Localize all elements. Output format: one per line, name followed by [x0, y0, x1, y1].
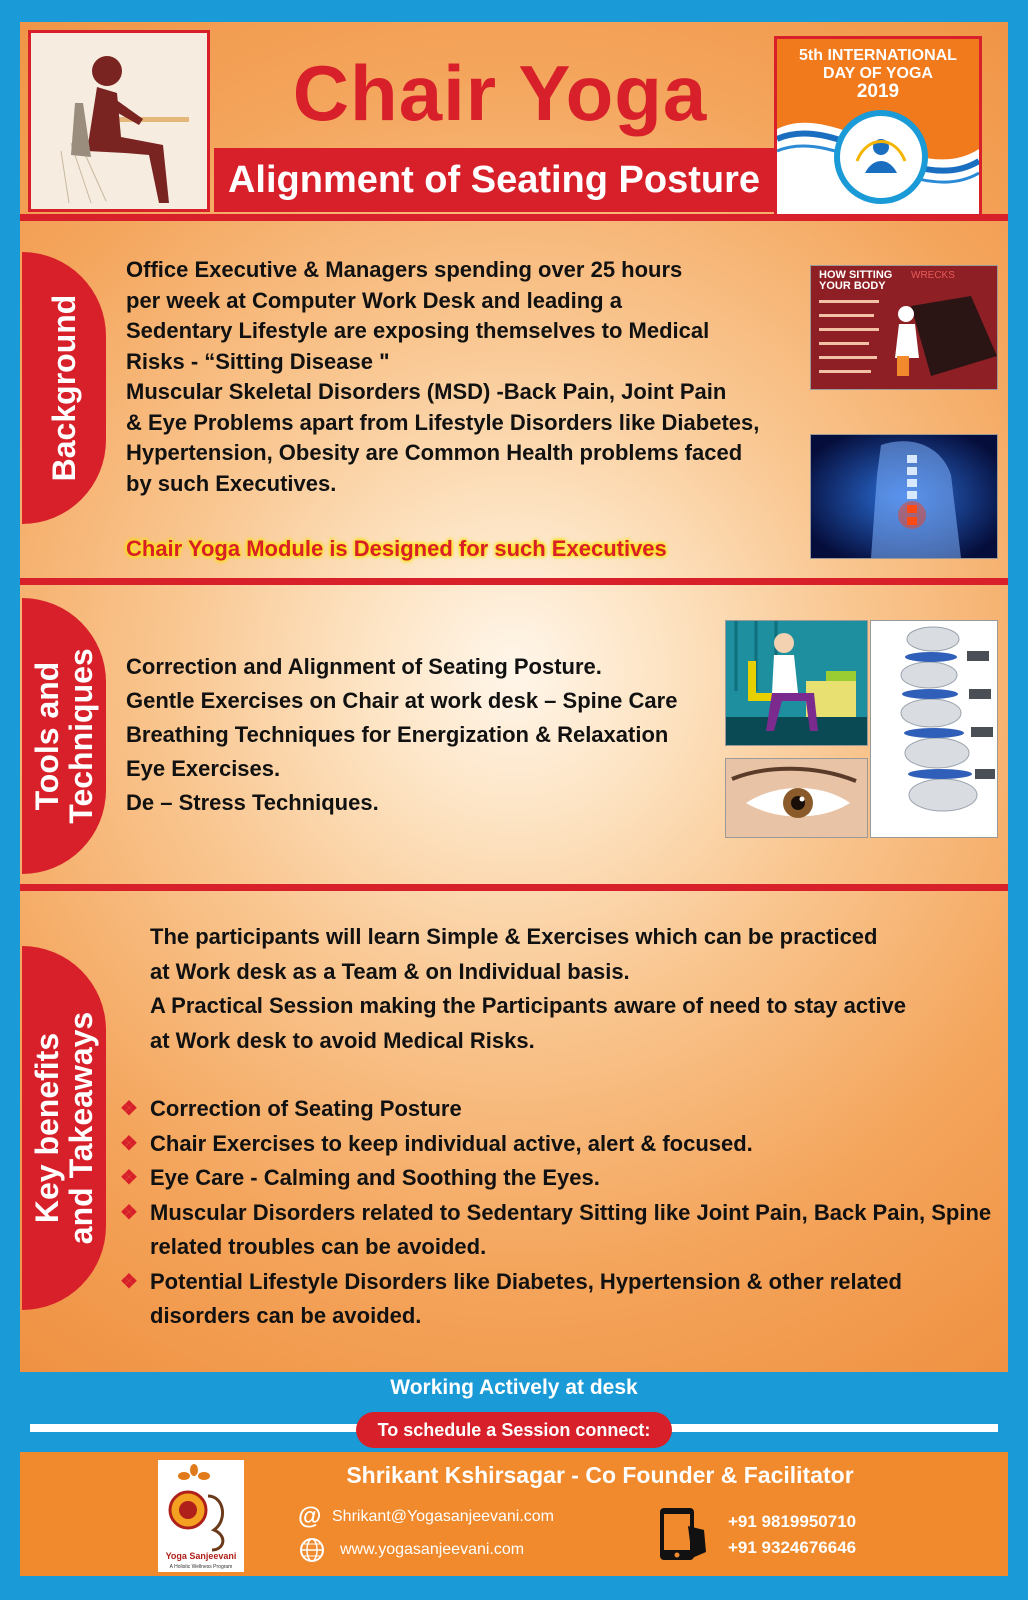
facilitator-name: Shrikant Kshirsagar - Co Founder & Facilitator — [346, 1462, 854, 1488]
benefits-tab-label-line-2: and Takeaways — [63, 1011, 99, 1245]
list-item — [122, 1161, 992, 1196]
subtitle-banner: Alignment of Seating Posture — [214, 148, 774, 212]
email-link[interactable]: Shrikant@Yogasanjeevani.com — [332, 1508, 555, 1525]
schedule-session-pill: To schedule a Session connect: — [356, 1412, 672, 1448]
tools-tab — [22, 598, 106, 874]
yoga-sanjeevani-logo — [158, 1460, 244, 1572]
tools-list — [126, 650, 726, 820]
benefits-intro-line: A Practical Session making the Participants aware of need to stay active — [150, 993, 907, 1018]
bullet-text: Potential Lifestyle Disorders like Diabetes, Hypertension & other related disorders can be avoided. — [150, 1268, 902, 1328]
sitting-posture-photo — [28, 30, 210, 212]
background-line: per week at Computer Work Desk and leading a — [126, 287, 622, 313]
international-yoga-day-badge — [774, 36, 982, 218]
infographic-title-2: WRECKS — [911, 270, 955, 281]
background-line: Muscular Skeletal Disorders (MSD) -Back Pain, Joint Pain — [126, 379, 727, 404]
background-paragraph — [126, 255, 806, 499]
website-link[interactable]: www.yogasanjeevani.com — [340, 1541, 525, 1558]
benefits-tab-label-line-1: Key benefits — [29, 1032, 65, 1224]
benefits-tab-label — [30, 1012, 98, 1244]
page-title: Chair Yoga — [292, 49, 708, 137]
section-divider-1 — [20, 578, 1008, 585]
tools-tab-label-line-1: Tools and — [29, 661, 65, 811]
logo-tagline: A Holistic Wellness Program — [169, 1564, 233, 1570]
mobile-phone-icon — [652, 1506, 712, 1562]
tools-item: Correction and Alignment of Seating Posture. — [126, 654, 602, 679]
badge-line-1: 5th INTERNATIONAL — [799, 47, 957, 64]
section-divider-2 — [20, 884, 1008, 891]
benefits-bullet-list — [122, 1092, 992, 1334]
tools-item: Eye Exercises. — [126, 756, 281, 781]
diamond-bullet-icon: ❖ — [120, 1167, 138, 1189]
background-line: Sedentary Lifestyle are exposing themselves to Medical — [126, 318, 710, 343]
phone-number-2[interactable]: +91 9324676646 — [728, 1538, 857, 1557]
benefits-intro-line: The participants will learn Simple & Exercises which can be practiced — [150, 924, 878, 949]
phone-number-1[interactable]: +91 9819950710 — [728, 1512, 857, 1531]
list-item — [122, 1092, 992, 1127]
benefits-tab — [22, 946, 106, 1310]
background-line: Hypertension, Obesity are Common Health problems faced — [126, 440, 743, 465]
sitting-wrecks-infographic — [810, 265, 998, 390]
list-item — [122, 1196, 992, 1265]
benefits-intro-line: at Work desk to avoid Medical Risks. — [150, 1027, 535, 1053]
background-highlight: Chair Yoga Module is Designed for such Executives — [126, 536, 667, 561]
badge-line-2: DAY OF YOGA — [823, 65, 933, 82]
header-divider — [20, 214, 1008, 221]
bullet-text: Eye Care - Calming and Soothing the Eyes. — [150, 1165, 600, 1190]
bullet-text: Muscular Disorders related to Sedentary Sitting like Joint Pain, Back Pain, Spine related troubles can be avoided. — [150, 1199, 992, 1259]
background-line: Office Executive & Managers spending over 25 hours — [126, 257, 683, 282]
tools-item: Breathing Techniques for Energization & Relaxation — [126, 722, 669, 747]
diamond-bullet-icon: ❖ — [120, 1098, 138, 1120]
tools-item: Gentle Exercises on Chair at work desk – Spine Care — [126, 688, 678, 713]
diamond-bullet-icon: ❖ — [120, 1132, 138, 1155]
diamond-bullet-icon: ❖ — [120, 1270, 138, 1293]
eye-closeup-image — [725, 758, 868, 838]
tools-tab-label — [30, 648, 98, 823]
badge-year: 2019 — [856, 81, 900, 102]
tools-tab-label-line-2: Techniques — [63, 648, 99, 824]
list-item — [122, 1127, 992, 1162]
list-item — [122, 1265, 992, 1334]
back-pain-xray-image — [810, 434, 998, 559]
globe-icon — [298, 1536, 326, 1564]
bullet-text: Chair Exercises to keep individual active, alert & focused. — [150, 1130, 753, 1156]
benefits-intro — [150, 920, 990, 1058]
tagline: Working Actively at desk — [390, 1376, 638, 1399]
background-tab-label: Background — [46, 294, 82, 482]
background-line: & Eye Problems apart from Lifestyle Disorders like Diabetes, — [126, 409, 760, 435]
background-line: by such Executives. — [126, 470, 337, 496]
infographic-title-1: HOW SITTING — [819, 269, 893, 281]
spine-illustration — [870, 620, 998, 838]
at-sign-icon: @ — [298, 1503, 322, 1530]
background-tab — [22, 252, 106, 524]
bullet-text: Correction of Seating Posture — [150, 1096, 462, 1121]
diamond-bullet-icon: ❖ — [120, 1201, 138, 1224]
background-line: Risks - “Sitting Disease " — [126, 348, 390, 374]
desk-posture-illustration — [725, 620, 868, 746]
logo-name: Yoga Sanjeevani — [165, 1551, 237, 1561]
benefits-intro-line: at Work desk as a Team & on Individual basis. — [150, 958, 630, 984]
tools-item: De – Stress Techniques. — [126, 790, 379, 815]
infographic-title-3: YOUR BODY — [819, 280, 886, 292]
